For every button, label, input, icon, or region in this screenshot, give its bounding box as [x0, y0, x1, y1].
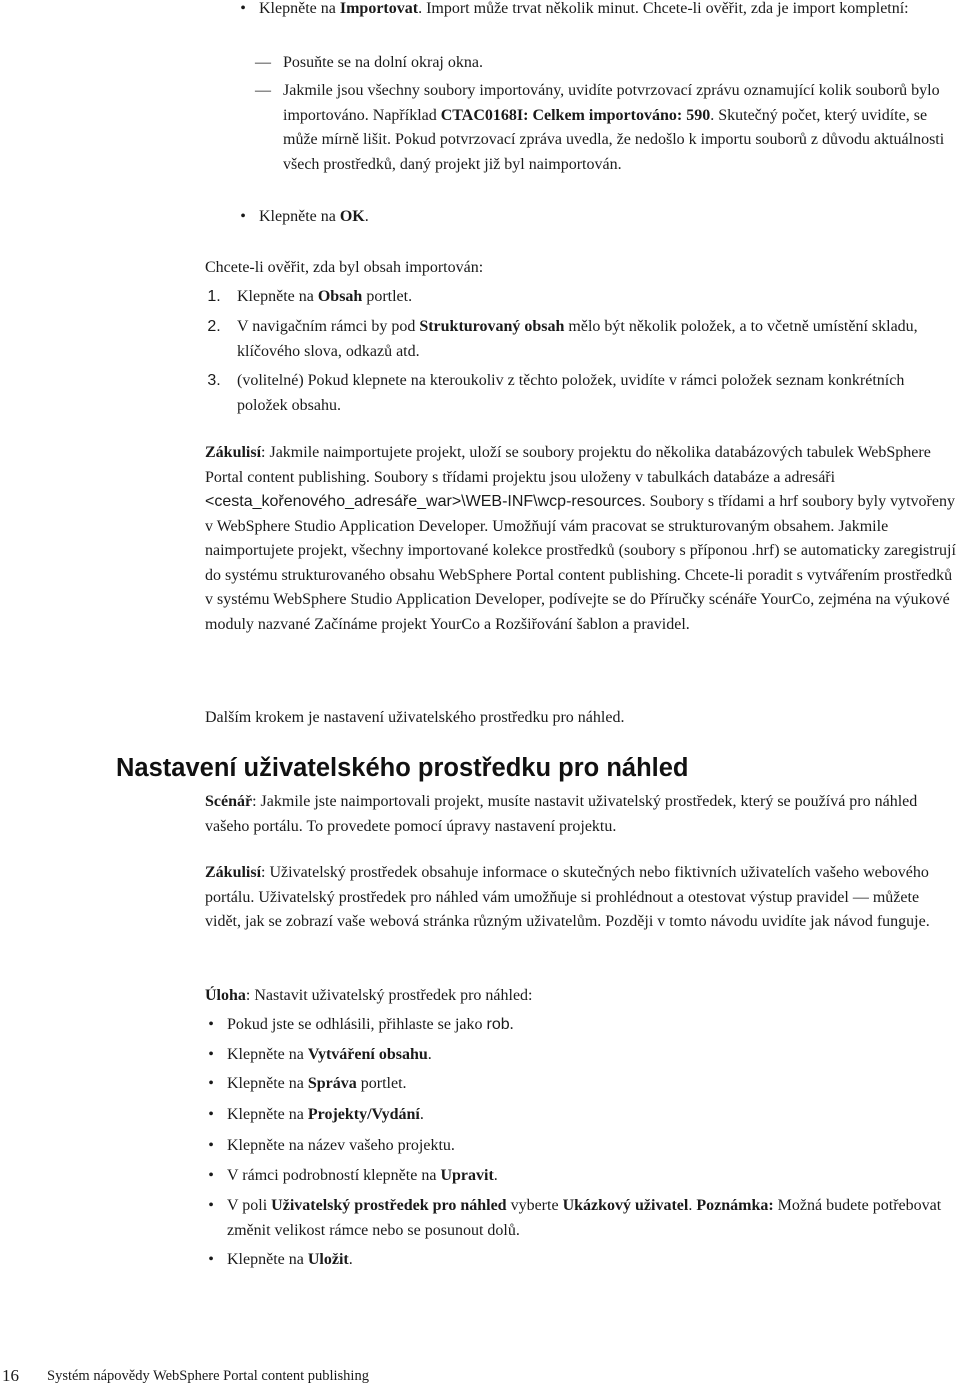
section-title: Nastavení uživatelského prostředku pro náhled	[116, 754, 689, 782]
bullet-mark: •	[208, 1075, 214, 1092]
task-paragraph: Úloha: Nastavit uživatelský prostředek pro náhled:	[205, 987, 533, 1004]
label-scenar: Scénář	[205, 793, 253, 810]
background-paragraph-1: Zákulisí: Jakmile naimportujete projekt, uloží se soubory projektu do několika databázových tabulek WebSphere Portal content publishing. Soubory s třídami projektu jsou uloženy v tabulkách databáze a adresáři <cesta_kořenového_adresáře_war>\WEB-INF\wcp-resources. Soubory s třídami a hrf soubory byly vytvořeny v WebSphere Studio Application Developer. Umožňují vám pracovat se strukturovaným obsahem. Jakmile naimportujete projekt, všechny importované kolekce prostředků (soubory s příponou .hrf) se automaticky zaregistrují do systému strukturovaného obsahu WebSphere Portal content publishing. Chcete-li poradit s vytvářením prostředků v systému WebSphere Studio Application Developer, podívejte se do Příručky scénáře YourCo, zejména na výukové moduly nazvané Začínáme projekt YourCo a Rozšiřování šablon a pravidel.	[205, 444, 956, 633]
ui-term-importovat: Importovat	[339, 0, 419, 17]
footer-title: Systém nápovědy WebSphere Portal content publishing	[47, 1368, 369, 1384]
ui-term-ok: OK	[339, 208, 365, 225]
bullet-import: • Klepněte na Importovat. Import může trvat několik minut. Chcete-li ověřit, zda je import kompletní:	[259, 0, 957, 22]
task-item-login: • Pokud jste se odhlásili, přihlaste se jako rob.	[227, 1013, 957, 1038]
task-item-admin: • Klepněte na Správa portlet.	[227, 1072, 957, 1097]
label-uloha: Úloha	[205, 987, 246, 1004]
scenario-paragraph: Scénář: Jakmile jste naimportovali projekt, musíte nastavit uživatelský prostředek, který se používá pro náhled vašeho portálu. To provedete pomocí úpravy nastavení projektu.	[205, 793, 918, 835]
bullet-mark: •	[240, 0, 246, 17]
page-number: 16	[2, 1366, 19, 1385]
verify-step-1: 1. Klepněte na Obsah portlet.	[207, 288, 413, 305]
bullet-mark: •	[208, 1197, 214, 1214]
bullet-mark: •	[208, 1167, 214, 1184]
task-item-save: • Klepněte na Uložit.	[227, 1248, 957, 1273]
task-item-preview-user: • V poli Uživatelský prostředek pro náhled vyberte Ukázkový uživatel. Poznámka: Možná budete potřebovat změnit velikost rámce nebo se posunout dolů.	[227, 1194, 957, 1243]
dash-scroll: — Posuňte se na dolní okraj okna.	[283, 51, 957, 76]
background-paragraph-2: Zákulisí: Uživatelský prostředek obsahuje informace o skutečných nebo fiktivních uživatelích vašeho webového portálu. Uživatelský prostředek pro náhled vám umožňuje si prohlédnout a otestovat výstup pravidel — můžete vidět, jak se zobrazí vaše webová stránka různým uživatelům. Později v tomto návodu uvidíte jak návod funguje.	[205, 864, 930, 930]
next-step-paragraph: Dalším krokem je nastavení uživatelského prostředku pro náhled.	[205, 709, 625, 726]
task-item-authoring: • Klepněte na Vytváření obsahu.	[227, 1043, 957, 1068]
note-label: Poznámka:	[696, 1197, 774, 1214]
dash-import-count: — Jakmile jsou všechny soubory importovány, uvidíte potvrzovací zprávu oznamující kolik souborů bylo importováno. Například CTAC0168I: Celkem importováno: 590. Skutečný počet, který uvidíte, se může mírně lišit. Pokud potvrzovací zpráva uvedla, že nedošlo k importu souborů z důvodu aktuálnosti všech prostředků, daný projekt již byl naimportován.	[283, 79, 959, 177]
bullet-mark: •	[208, 1046, 214, 1063]
directory-path: <cesta_kořenového_adresáře_war>\WEB-INF\wcp-resources	[205, 493, 642, 510]
task-item-projects: • Klepněte na Projekty/Vydání.	[227, 1103, 957, 1128]
bullet-mark: •	[240, 208, 246, 225]
message-code: CTAC0168I: Celkem importováno: 590	[440, 106, 711, 124]
bullet-mark: •	[208, 1251, 214, 1268]
bullet-mark: •	[208, 1106, 214, 1123]
verify-intro: Chcete-li ověřit, zda byl obsah importován:	[205, 259, 484, 276]
dash-mark: —	[255, 82, 271, 99]
task-item-edit: • V rámci podrobností klepněte na Upravit.	[227, 1164, 957, 1189]
task-item-project-name: • Klepněte na název vašeho projektu.	[227, 1134, 957, 1159]
username: rob	[486, 1016, 510, 1033]
bullet-mark: •	[208, 1137, 214, 1154]
bullet-ok: • Klepněte na OK.	[259, 205, 957, 230]
verify-step-2: 2. V navigačním rámci by pod Strukturovaný obsah mělo být několik položek, a to včetně umístění skladu, klíčového slova, odkazů atd.	[207, 318, 918, 360]
label-zakulisi: Zákulisí	[205, 864, 262, 881]
verify-step-3: 3. (volitelné) Pokud klepnete na kteroukoliv z těchto položek, uvidíte v rámci položek seznam konkrétních položek obsahu.	[207, 372, 905, 414]
bullet-mark: •	[208, 1016, 214, 1033]
label-zakulisi: Zákulisí	[205, 444, 262, 461]
dash-mark: —	[255, 54, 271, 71]
